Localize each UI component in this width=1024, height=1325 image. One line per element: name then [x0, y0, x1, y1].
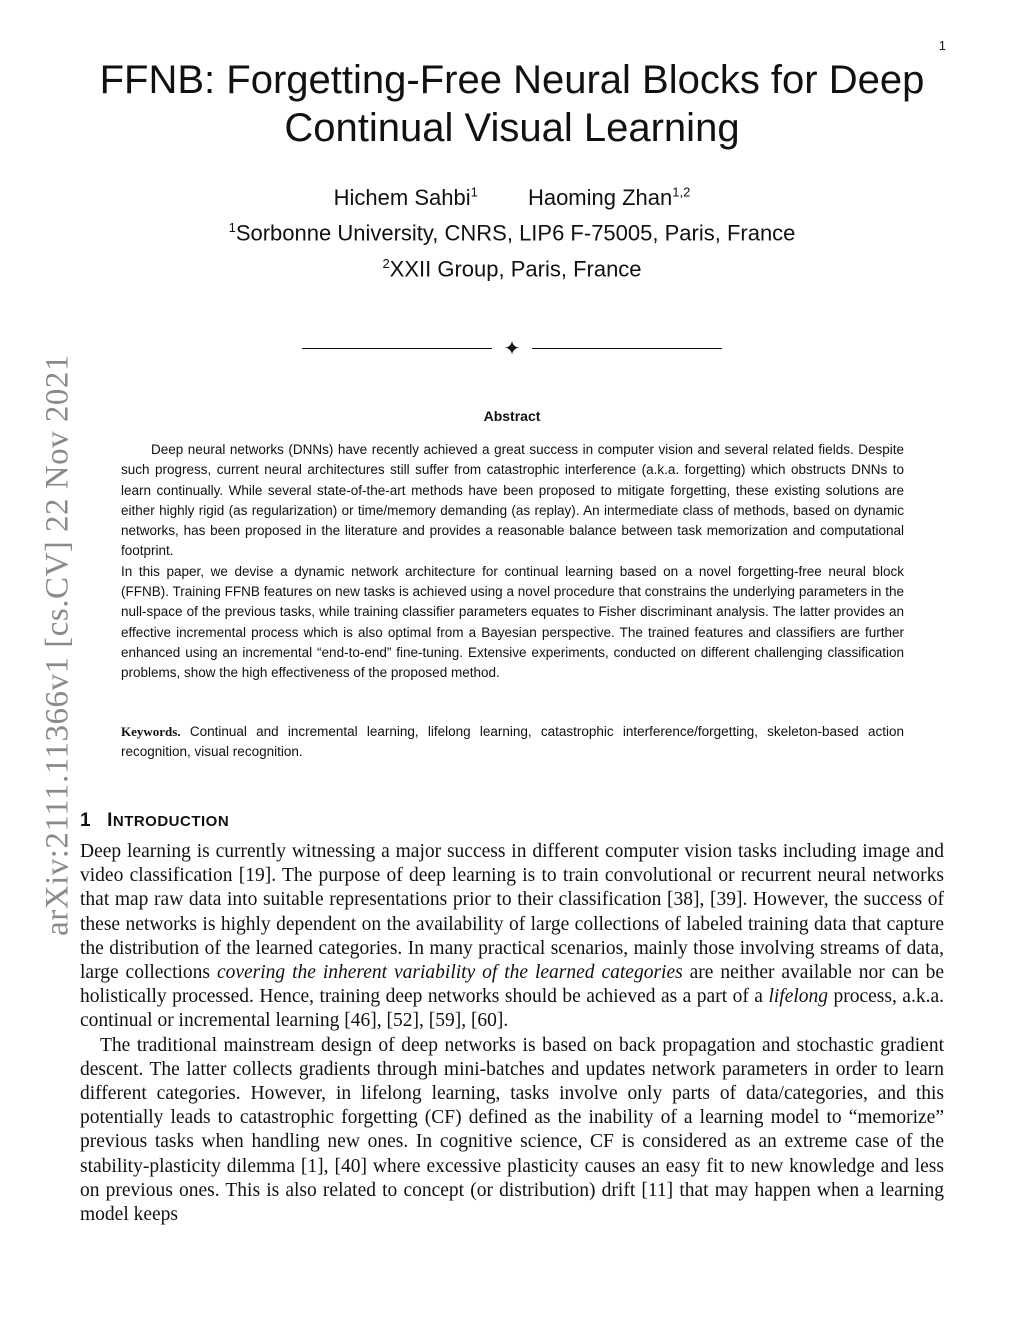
section-number: 1 [80, 810, 92, 831]
keywords-label: Keywords. [121, 724, 181, 739]
abstract-paragraph: In this paper, we devise a dynamic network architecture for continual learning based on a novel forgetting-free neural block (FFNB). Training FFNB features on new tasks is achieved using a novel procedure that constrains the underlying parameters in the null-space of the previous tasks, while training classifier parameters equates to Fisher discriminant analysis. The latter provides an effective incremental process which is also optimal from a Bayesian perspective. The trained features and classifiers are further enhanced using an incremental “end-to-end” fine-tuning. Extensive experiments, conducted on different challenging classification problems, show the high effectiveness of the proposed method. [121, 563, 904, 681]
section-heading [80, 810, 229, 832]
four-point-star-icon: ✦ [503, 338, 521, 360]
emphasis: lifelong [768, 986, 829, 1008]
keywords [121, 722, 904, 763]
title-line-2: Continual Visual Learning [284, 106, 740, 150]
title-line-1: FFNB: Forgetting-Free Neural Blocks for Deep [99, 58, 925, 102]
section-title-initial: I [107, 810, 113, 831]
section-title-rest: NTRODUCTION [112, 813, 230, 830]
affiliation: $^1$Sorbonne University, CNRS, LIP6 F-75005, Paris, France [228, 220, 796, 246]
paper-title [60, 56, 964, 152]
body-paragraph: The traditional mainstream design of deep networks is based on back propagation and stochastic gradient descent. The latter collects gradients through mini-batches and updates network parameters in order to learn different categories. However, in lifelong learning, tasks involve only parts of data/categories, and this potentially leads to catastrophic forgetting (CF) defined as the inability of a learning model to “memorize” previous tasks when handling new ones. In cognitive science, CF is considered as an extreme case of the stability-plasticity dilemma [1], [40] where excessive plasticity causes an easy fit to new knowledge and less on previous ones. This is also related to concept (or distribution) drift [11] that may happen when a learning model keeps [80, 1034, 944, 1226]
body-paragraph: Deep learning is currently witnessing a major success in different computer vision tasks including image and video classification [19]. The purpose of deep learning is to train convolutional or recurrent neural networks that map raw data into suitable representations prior to their classification [38], [39]. However, the success of these networks is highly dependent on the availability of large collections of labeled training data that capture the distribution of the learned categories. In many practical scenarios, mainly those involving streams of data, large collections covering the inherent variability of the learned categories are neither available nor can be holistically processed. Hence, training deep networks should be achieved as a part of a lifelong process, a.k.a. continual or incremental learning [46], [52], [59], [60]. [80, 841, 944, 1032]
author-list [60, 178, 964, 213]
emphasis: covering the inherent variability of the learned categories [216, 962, 683, 984]
arxiv-identifier[interactable]: arXiv:2111.11366v1 [cs.CV] 22 Nov 2021 [39, 354, 76, 936]
abstract-heading: Abstract [483, 408, 541, 424]
abstract-paragraph: Deep neural networks (DNNs) have recently achieved a great success in computer vision and several related fields. Despite such progress, current neural architectures still suffer from catastrophic interference (a.k.a. forgetting) which obstructs DNNs to learn continually. While several state-of-the-art methods have been proposed to mitigate forgetting, these existing solutions are either highly rigid (as regularization) or time/memory demanding (as replay). An intermediate class of methods, based on dynamic networks, has been proposed in the literature and provides a reasonable balance between task memorization and computational footprint. [121, 442, 904, 559]
title-divider [302, 339, 722, 359]
divider-rule-right [532, 348, 722, 349]
author: Haoming Zhan$^{1,2}$ [527, 185, 691, 211]
divider-rule-left [302, 348, 492, 349]
author-block [60, 178, 964, 284]
abstract-body [121, 440, 904, 684]
page-number: 1 [938, 38, 946, 53]
author: Hichem Sahbi$^1$ [333, 185, 478, 211]
affiliation: $^2$XXII Group, Paris, France [382, 255, 642, 281]
keywords-text: Continual and incremental learning, lifelong learning, catastrophic interference/forgetting, skeleton-based action recognition, visual recognition. [121, 724, 904, 760]
introduction-body [80, 840, 944, 1227]
